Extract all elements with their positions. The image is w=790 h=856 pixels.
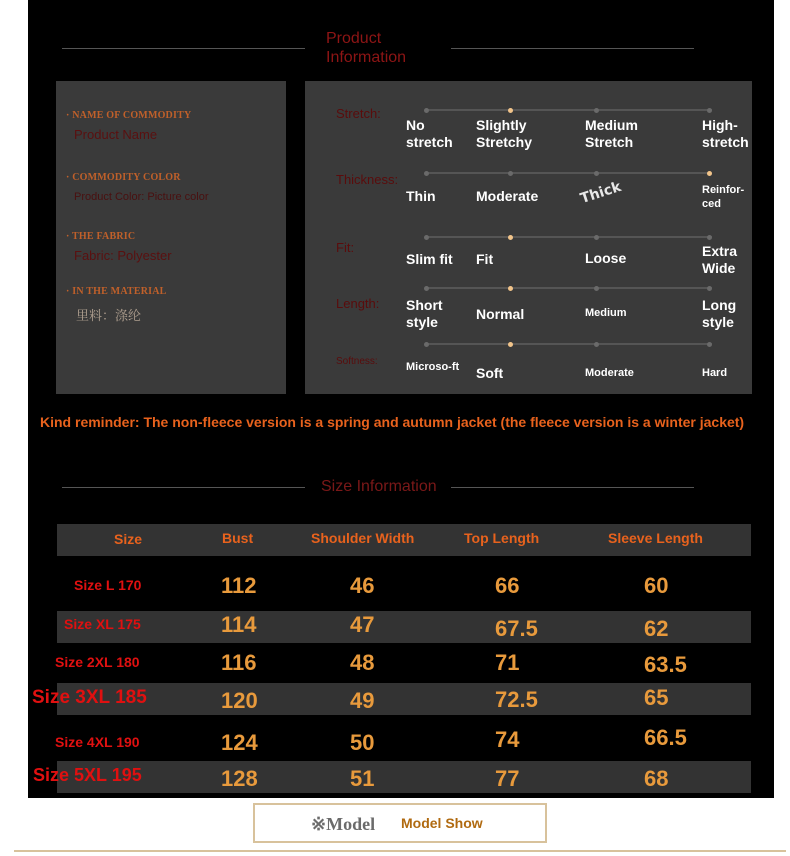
attribute-option[interactable]: Thick [578,178,624,208]
size-shoulder-value: 50 [350,730,375,755]
product-info-title: Product Information [326,30,407,66]
attribute-option[interactable]: Extra Wide [702,243,738,276]
commodity-name-label: · NAME OF COMMODITY [66,110,192,121]
attribute-dot[interactable] [424,342,429,347]
header-shoulder-width: Shoulder Width [311,530,415,546]
size-sleeve-value: 63.5 [644,652,687,677]
size-label: Size 2XL 180 [55,654,140,670]
size-bust-value: 124 [221,730,258,755]
attribute-option[interactable]: Slim fit [406,251,453,267]
attribute-dot[interactable] [508,342,513,347]
attribute-option[interactable]: Soft [476,365,504,381]
size-shoulder-value: 49 [350,688,375,713]
attribute-dot[interactable] [707,171,712,176]
size-info-title: Size Information [321,478,437,495]
attribute-name: Thickness: [336,172,399,187]
attribute-dot[interactable] [424,286,429,291]
commodity-color-label: · COMMODITY COLOR [66,172,181,183]
attribute-track [426,343,712,345]
attribute-dot[interactable] [424,108,429,113]
attribute-option[interactable]: Fit [476,251,494,267]
bottom-divider [14,850,786,852]
attribute-dot[interactable] [707,342,712,347]
attribute-option[interactable]: Reinfor-ced [702,184,745,210]
attribute-option[interactable]: Hard [702,367,728,379]
material-label: · IN THE MATERIAL [66,286,167,297]
attribute-option[interactable]: Normal [476,306,525,322]
size-length-value: 71 [495,650,520,675]
attribute-dot[interactable] [424,235,429,240]
header-size: Size [114,531,143,547]
size-length-value: 67.5 [495,616,538,641]
size-sleeve-value: 66.5 [644,725,687,750]
attribute-option[interactable]: Moderate [585,367,634,379]
size-length-value: 72.5 [495,687,538,712]
divider-right [451,48,694,49]
size-label: Size 5XL 195 [33,765,142,785]
model-show-label: Model Show [401,815,483,831]
attribute-name: Fit: [336,240,355,255]
attribute-dot[interactable] [508,286,513,291]
size-shoulder-value: 48 [350,650,375,675]
size-sleeve-value: 65 [644,685,669,710]
attribute-name: Stretch: [336,106,381,121]
attribute-option[interactable]: High-stretch [702,117,749,150]
attribute-dot[interactable] [707,108,712,113]
attribute-dot[interactable] [707,286,712,291]
attribute-dot[interactable] [707,235,712,240]
attribute-dot[interactable] [508,171,513,176]
fabric-value: Fabric: Polyester [74,248,172,263]
attribute-dot[interactable] [594,171,599,176]
size-length-value: 77 [495,766,520,791]
attribute-option[interactable]: Microso-ft [406,361,460,373]
attribute-track [426,236,712,238]
size-label: Size L 170 [74,577,142,593]
attribute-option[interactable]: Long style [702,297,737,330]
size-divider-left [62,487,305,488]
size-sleeve-value: 62 [644,616,669,641]
size-length-value: 66 [495,573,520,598]
attribute-option[interactable]: Loose [585,250,627,266]
size-sleeve-value: 60 [644,573,669,598]
attribute-name: Softness: [336,356,378,367]
size-divider-right [451,487,694,488]
commodity-name-value: Product Name [74,127,158,142]
size-sleeve-value: 68 [644,766,669,791]
attribute-track [426,287,712,289]
material-value: 里料：涤纶 [76,308,142,323]
attribute-option[interactable]: Short style [406,297,443,330]
header-bust: Bust [222,530,254,546]
attribute-option[interactable]: Moderate [476,188,539,204]
size-bust-value: 128 [221,766,258,791]
size-bust-value: 120 [221,688,258,713]
size-length-value: 74 [495,727,520,752]
size-bust-value: 116 [221,650,257,675]
size-bust-value: 114 [221,612,257,637]
attribute-dot[interactable] [508,108,513,113]
size-bust-value: 112 [221,573,257,598]
commodity-color-value: Product Color: Picture color [74,191,209,203]
size-shoulder-value: 51 [350,766,375,791]
attribute-option[interactable]: Medium [585,307,627,319]
model-logo-icon: ※Model [311,814,376,834]
header-top-length: Top Length [464,530,540,546]
size-shoulder-value: 46 [350,573,375,598]
attribute-dot[interactable] [508,235,513,240]
size-label: Size XL 175 [64,616,141,632]
model-show-banner[interactable] [253,803,547,843]
attribute-option[interactable]: Thin [406,188,436,204]
attribute-dot[interactable] [424,171,429,176]
attribute-option[interactable]: Slightly Stretchy [476,117,533,150]
fabric-label: · THE FABRIC [66,231,136,242]
attribute-option[interactable]: No stretch [406,117,453,150]
divider-left [62,48,305,49]
size-label: Size 3XL 185 [32,687,147,708]
kind-reminder: Kind reminder: The non-fleece version is a spring and autumn jacket (the fleece version is a winter jacket) [40,414,745,430]
attribute-dot[interactable] [594,235,599,240]
attribute-track [426,172,712,174]
attribute-track [426,109,712,111]
attribute-name: Length: [336,296,380,311]
attribute-dot[interactable] [594,108,599,113]
size-label: Size 4XL 190 [55,734,140,750]
attribute-option[interactable]: Medium Stretch [585,117,638,150]
attribute-dot[interactable] [594,342,599,347]
attribute-dot[interactable] [594,286,599,291]
header-sleeve-length: Sleeve Length [608,530,703,546]
size-shoulder-value: 47 [350,612,375,637]
